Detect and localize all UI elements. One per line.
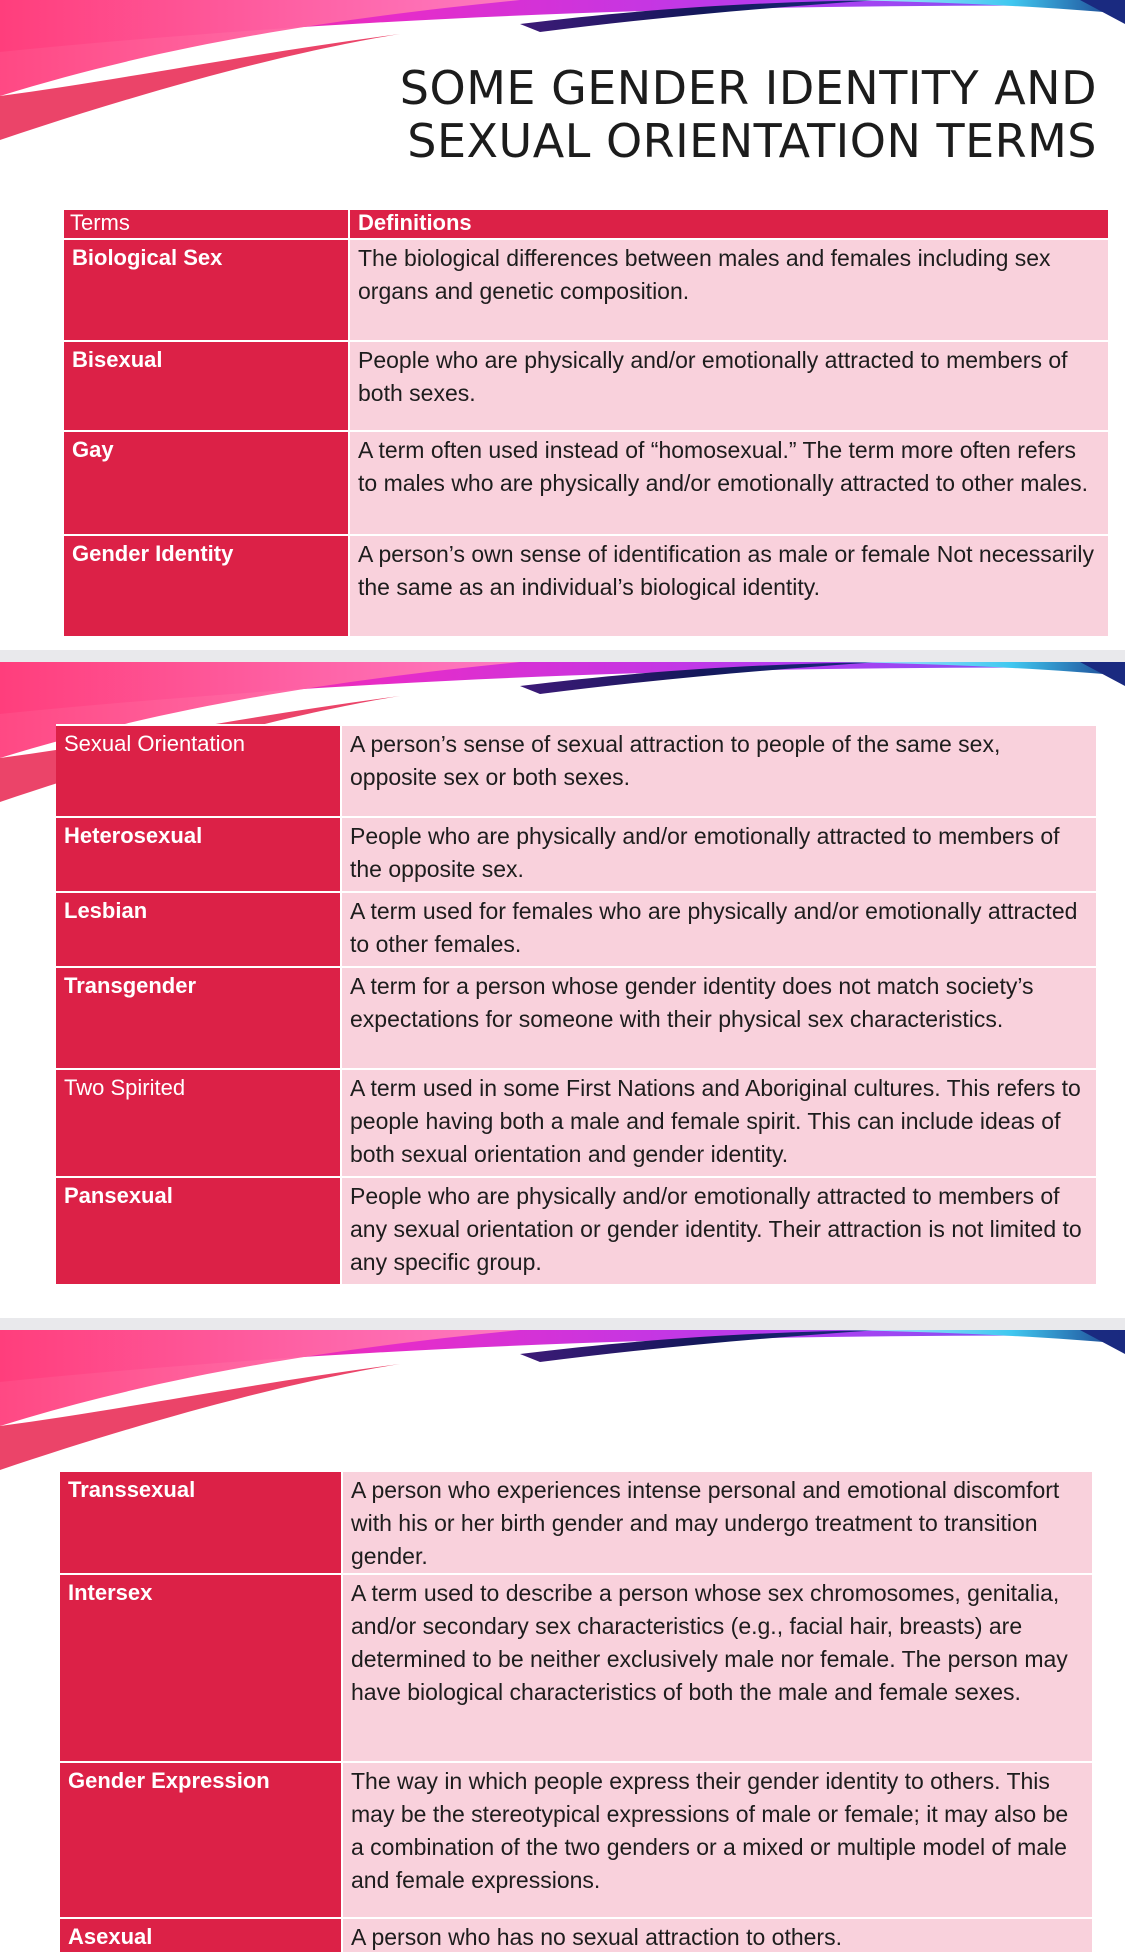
slide-title bbox=[400, 62, 1097, 168]
definition-cell: A term for a person whose gender identity does not match society’s expectations for someone with their physical sex characteristics. bbox=[341, 967, 1096, 1069]
definition-cell: A term used to describe a person whose sex chromosomes, genitalia, and/or secondary sex characteristics (e.g., facial hair, breasts) are determined to be neither exclusively male nor female. The person may have biological characteristics of both the male and female sexes. bbox=[342, 1574, 1092, 1762]
slide-2 bbox=[0, 662, 1125, 1318]
column-header-definitions: Definitions bbox=[349, 209, 1108, 239]
term-cell: Transgender bbox=[56, 967, 341, 1069]
term-cell: Sexual Orientation bbox=[56, 725, 341, 817]
term-cell: Gay bbox=[64, 431, 349, 535]
definition-cell: People who are physically and/or emotionally attracted to members of any sexual orientation or gender identity. Their attraction is not limited to any specific group. bbox=[341, 1177, 1096, 1285]
terms-table-3 bbox=[60, 1470, 1092, 1952]
terms-table-1 bbox=[64, 208, 1108, 638]
definition-cell: A person who has no sexual attraction to others. bbox=[342, 1918, 1092, 1952]
table-row bbox=[56, 1069, 1096, 1177]
table-header-row bbox=[64, 209, 1108, 239]
table-row bbox=[60, 1918, 1092, 1952]
table-row bbox=[56, 967, 1096, 1069]
table-row bbox=[56, 1177, 1096, 1285]
definition-cell: A term often used instead of “homosexual.” The term more often refers to males who are physically and/or emotionally attracted to other males. bbox=[349, 431, 1108, 535]
term-cell: Biological Sex bbox=[64, 239, 349, 341]
slide-1 bbox=[0, 0, 1125, 650]
term-cell: Transsexual bbox=[60, 1471, 342, 1574]
definition-cell: People who are physically and/or emotionally attracted to members of the opposite sex. bbox=[341, 817, 1096, 892]
table-row bbox=[64, 431, 1108, 535]
definition-cell: A term used for females who are physically and/or emotionally attracted to other females. bbox=[341, 892, 1096, 967]
term-cell: Gender Expression bbox=[60, 1762, 342, 1918]
term-cell: Asexual bbox=[60, 1918, 342, 1952]
table-row bbox=[64, 535, 1108, 637]
decorative-swoosh-graphic bbox=[0, 1330, 1125, 1490]
slide-title-line-1: SOME GENDER IDENTITY AND bbox=[399, 61, 1097, 115]
definition-cell: A person’s sense of sexual attraction to people of the same sex, opposite sex or both sexes. bbox=[341, 725, 1096, 817]
terms-table-2 bbox=[56, 724, 1096, 1286]
table-row bbox=[60, 1471, 1092, 1574]
term-cell: Intersex bbox=[60, 1574, 342, 1762]
table-row bbox=[64, 341, 1108, 431]
column-header-terms: Terms bbox=[64, 209, 349, 239]
term-cell: Two Spirited bbox=[56, 1069, 341, 1177]
table-row bbox=[56, 892, 1096, 967]
slide-3 bbox=[0, 1330, 1125, 1952]
definition-cell: People who are physically and/or emotionally attracted to members of both sexes. bbox=[349, 341, 1108, 431]
definition-cell: A person’s own sense of identification as male or female Not necessarily the same as an individual’s biological identity. bbox=[349, 535, 1108, 637]
table-row bbox=[60, 1762, 1092, 1918]
definition-cell: The biological differences between males and females including sex organs and genetic composition. bbox=[349, 239, 1108, 341]
term-cell: Bisexual bbox=[64, 341, 349, 431]
term-cell: Pansexual bbox=[56, 1177, 341, 1285]
definition-cell: The way in which people express their gender identity to others. This may be the stereotypical expressions of male or female; it may also be a combination of the two genders or a mixed or multiple model of male and female expressions. bbox=[342, 1762, 1092, 1918]
table-row bbox=[56, 725, 1096, 817]
table-row bbox=[60, 1574, 1092, 1762]
term-cell: Heterosexual bbox=[56, 817, 341, 892]
term-cell: Lesbian bbox=[56, 892, 341, 967]
table-row bbox=[64, 239, 1108, 341]
table-row bbox=[56, 817, 1096, 892]
definition-cell: A person who experiences intense personal and emotional discomfort with his or her birth gender and may undergo treatment to transition gender. bbox=[342, 1471, 1092, 1574]
definition-cell: A term used in some First Nations and Aboriginal cultures. This refers to people having both a male and female spirit. This can include ideas of both sexual orientation and gender identity. bbox=[341, 1069, 1096, 1177]
slide-title-line-2: SEXUAL ORIENTATION TERMS bbox=[407, 114, 1097, 168]
term-cell: Gender Identity bbox=[64, 535, 349, 637]
